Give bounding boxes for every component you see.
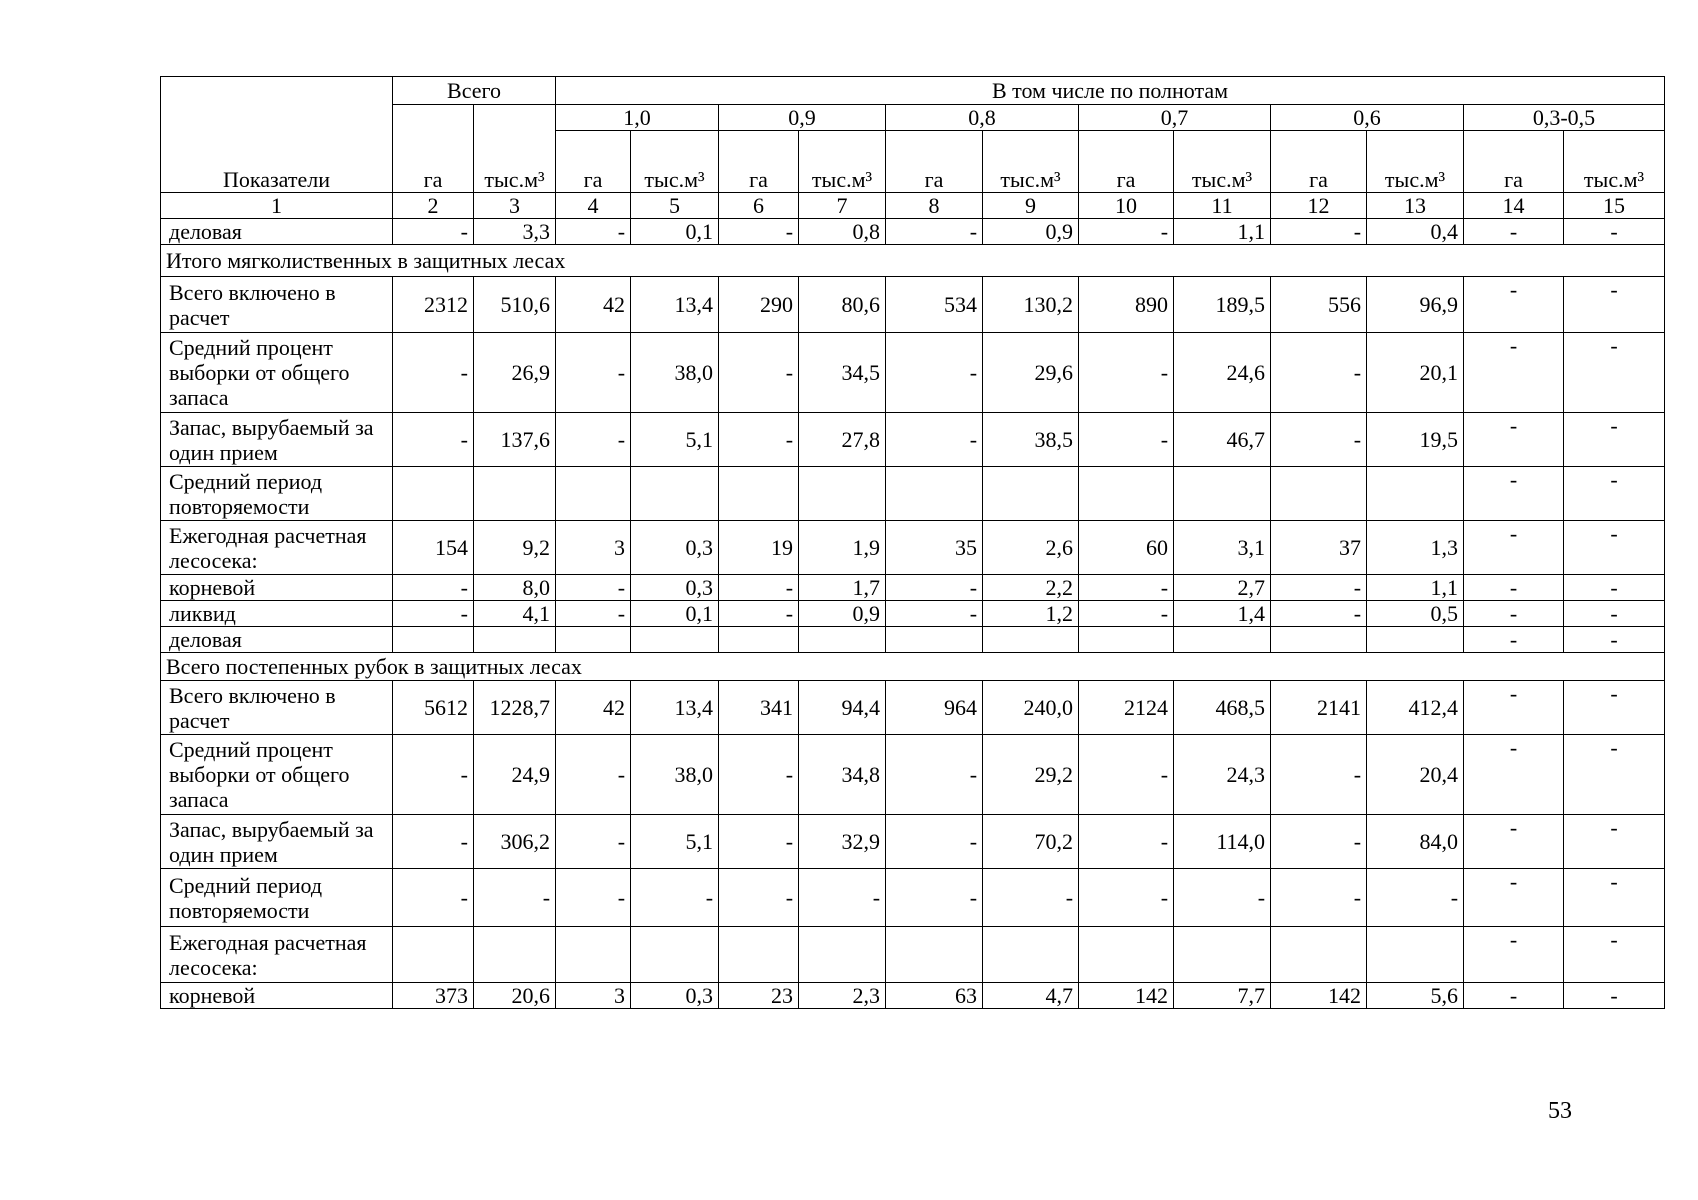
column-number: 12 (1271, 193, 1367, 219)
table-cell: 2,7 (1174, 575, 1271, 601)
table-cell: 23 (719, 983, 799, 1009)
table-cell: 1,1 (1174, 219, 1271, 245)
table-cell: 29,2 (983, 735, 1079, 815)
column-number: 14 (1464, 193, 1564, 219)
table-cell: - (556, 413, 631, 467)
table-cell: - (1079, 601, 1174, 627)
table-cell: 4,1 (474, 601, 556, 627)
header-by-density: В том числе по полнотам (556, 77, 1665, 105)
table-cell: - (719, 219, 799, 245)
table-row (161, 681, 1665, 735)
header-density: 0,7 (1079, 105, 1271, 131)
table-cell (1271, 927, 1367, 983)
table-cell: 964 (886, 681, 983, 735)
table-cell: 80,6 (799, 277, 886, 333)
table-cell: 1,7 (799, 575, 886, 601)
column-number: 6 (719, 193, 799, 219)
table-row (161, 467, 1665, 521)
table-cell: 0,4 (1367, 219, 1464, 245)
row-label: Запас, вырубаемый за один прием (161, 815, 393, 869)
header-unit-vol: тыс.м³ (631, 131, 719, 193)
header-unit-vol: тыс.м³ (1367, 131, 1464, 193)
column-number: 2 (393, 193, 474, 219)
table-cell: - (886, 601, 983, 627)
section-title: Всего постепенных рубок в защитных лесах (161, 653, 1665, 681)
table-cell (474, 927, 556, 983)
table-cell: 468,5 (1174, 681, 1271, 735)
table-cell: - (886, 219, 983, 245)
table-row (161, 869, 1665, 927)
table-cell: 34,8 (799, 735, 886, 815)
table-cell: 890 (1079, 277, 1174, 333)
column-number: 10 (1079, 193, 1174, 219)
table-cell (1079, 627, 1174, 653)
table-cell: 137,6 (474, 413, 556, 467)
table-cell: 35 (886, 521, 983, 575)
table-row (161, 983, 1665, 1009)
table-cell: 42 (556, 681, 631, 735)
table-cell: 8,0 (474, 575, 556, 601)
table-cell: - (1564, 815, 1665, 869)
table-cell: - (393, 219, 474, 245)
table-cell (556, 927, 631, 983)
table-cell: 2312 (393, 277, 474, 333)
table-cell: - (886, 869, 983, 927)
table-cell: - (474, 869, 556, 927)
table-cell: 13,4 (631, 681, 719, 735)
table-cell: - (393, 735, 474, 815)
table-cell (393, 467, 474, 521)
table-cell: - (1564, 681, 1665, 735)
table-cell: - (719, 575, 799, 601)
column-number: 3 (474, 193, 556, 219)
table-cell: 63 (886, 983, 983, 1009)
column-number: 11 (1174, 193, 1271, 219)
table-cell: 2141 (1271, 681, 1367, 735)
section-row (161, 653, 1665, 681)
table-cell: 240,0 (983, 681, 1079, 735)
table-row (161, 735, 1665, 815)
table-cell: - (1564, 521, 1665, 575)
table-cell: - (719, 815, 799, 869)
column-number: 13 (1367, 193, 1464, 219)
table-cell: 0,3 (631, 983, 719, 1009)
table-cell: - (886, 815, 983, 869)
table-cell (983, 927, 1079, 983)
header-indicators: Показатели (161, 77, 393, 193)
table-cell (631, 467, 719, 521)
table-cell (1174, 927, 1271, 983)
table-cell: 0,1 (631, 219, 719, 245)
table-cell: - (1464, 815, 1564, 869)
table-cell: - (719, 413, 799, 467)
table-cell: 306,2 (474, 815, 556, 869)
header-unit-ha: га (1079, 131, 1174, 193)
table-cell: 3,1 (1174, 521, 1271, 575)
table-cell: - (1464, 983, 1564, 1009)
table-cell: 24,9 (474, 735, 556, 815)
table-row (161, 601, 1665, 627)
column-number: 4 (556, 193, 631, 219)
table-cell (631, 927, 719, 983)
table-cell: 3 (556, 521, 631, 575)
header-density: 0,3-0,5 (1464, 105, 1665, 131)
table-cell: - (556, 815, 631, 869)
table-cell (1271, 627, 1367, 653)
table-cell: 42 (556, 277, 631, 333)
table-cell: - (1464, 467, 1564, 521)
table-cell: - (1464, 333, 1564, 413)
table-cell: - (393, 815, 474, 869)
table-cell (799, 927, 886, 983)
table-cell: 20,1 (1367, 333, 1464, 413)
table-cell: - (1271, 413, 1367, 467)
table-cell (983, 627, 1079, 653)
table-cell: 38,0 (631, 333, 719, 413)
table-cell: - (556, 869, 631, 927)
header-density: 0,8 (886, 105, 1079, 131)
table-cell (799, 467, 886, 521)
table-cell: - (1564, 467, 1665, 521)
forest-table (160, 76, 1665, 1009)
table-cell: 13,4 (631, 277, 719, 333)
table-cell: 142 (1271, 983, 1367, 1009)
table-cell: - (719, 333, 799, 413)
table-cell: 19,5 (1367, 413, 1464, 467)
table-cell: - (556, 333, 631, 413)
table-row (161, 219, 1665, 245)
header-unit-vol: тыс.м³ (983, 131, 1079, 193)
table-cell: - (393, 575, 474, 601)
table-cell: - (1367, 869, 1464, 927)
header-total: Всего (393, 77, 556, 105)
table-cell (1079, 927, 1174, 983)
table-cell: 60 (1079, 521, 1174, 575)
table-cell: 142 (1079, 983, 1174, 1009)
table-cell: 556 (1271, 277, 1367, 333)
table-cell: - (1079, 333, 1174, 413)
row-label: деловая (161, 219, 393, 245)
table-cell: - (886, 333, 983, 413)
column-number: 5 (631, 193, 719, 219)
table-cell: 24,6 (1174, 333, 1271, 413)
table-cell (474, 467, 556, 521)
table-cell: 20,4 (1367, 735, 1464, 815)
table-cell: - (886, 413, 983, 467)
table-cell: 373 (393, 983, 474, 1009)
table-cell: - (1271, 601, 1367, 627)
table-cell: - (1464, 277, 1564, 333)
table-cell: 189,5 (1174, 277, 1271, 333)
table-cell: 27,8 (799, 413, 886, 467)
table-cell: - (1079, 869, 1174, 927)
row-label: Средний период повторяемости (161, 869, 393, 927)
table-cell: 0,8 (799, 219, 886, 245)
table-cell: 5,1 (631, 413, 719, 467)
table-cell (556, 627, 631, 653)
column-number: 8 (886, 193, 983, 219)
table-cell: 19 (719, 521, 799, 575)
table-cell: 1,4 (1174, 601, 1271, 627)
table-cell: 32,9 (799, 815, 886, 869)
table-cell: - (1464, 627, 1564, 653)
row-label: Средний процент выборки от общего запаса (161, 333, 393, 413)
table-cell: - (1464, 219, 1564, 245)
table-cell (474, 627, 556, 653)
table-cell: 154 (393, 521, 474, 575)
table-cell (719, 927, 799, 983)
table-cell (799, 627, 886, 653)
table-cell: - (1174, 869, 1271, 927)
header-unit-vol: тыс.м³ (799, 131, 886, 193)
header-unit-ha: га (556, 131, 631, 193)
table-cell (1174, 467, 1271, 521)
table-cell: 130,2 (983, 277, 1079, 333)
header-unit-vol: тыс.м³ (1564, 131, 1665, 193)
table-cell: - (556, 219, 631, 245)
table-cell: - (799, 869, 886, 927)
header-unit-ha: га (1271, 131, 1367, 193)
table-cell: 9,2 (474, 521, 556, 575)
table-cell: - (1079, 575, 1174, 601)
table-cell: 3 (556, 983, 631, 1009)
row-label: Ежегодная расчетная лесосека: (161, 521, 393, 575)
row-label: ликвид (161, 601, 393, 627)
table-cell (393, 927, 474, 983)
table-cell: - (1564, 927, 1665, 983)
column-number: 9 (983, 193, 1079, 219)
table-cell: - (1564, 983, 1665, 1009)
table-cell: 510,6 (474, 277, 556, 333)
header-unit-vol: тыс.м³ (1174, 131, 1271, 193)
table-cell: 2,3 (799, 983, 886, 1009)
table-cell: - (1271, 219, 1367, 245)
table-cell (631, 627, 719, 653)
table-cell: 2124 (1079, 681, 1174, 735)
table-cell: - (1271, 735, 1367, 815)
table-cell: - (983, 869, 1079, 927)
table-cell: - (1564, 413, 1665, 467)
table-cell: 5,6 (1367, 983, 1464, 1009)
table-cell (393, 627, 474, 653)
table-cell: 38,0 (631, 735, 719, 815)
table-cell: 1228,7 (474, 681, 556, 735)
table-cell: 5612 (393, 681, 474, 735)
table-row (161, 277, 1665, 333)
table-cell: 2,6 (983, 521, 1079, 575)
table-cell: 96,9 (1367, 277, 1464, 333)
table-cell: 37 (1271, 521, 1367, 575)
table-cell: 114,0 (1174, 815, 1271, 869)
table-cell: - (1564, 735, 1665, 815)
table-cell (983, 467, 1079, 521)
table-cell (1079, 467, 1174, 521)
table-cell: 0,3 (631, 521, 719, 575)
table-cell: - (1079, 219, 1174, 245)
row-label: Средний период повторяемости (161, 467, 393, 521)
table-cell: - (1564, 333, 1665, 413)
table-cell: - (1564, 219, 1665, 245)
table-cell: - (719, 869, 799, 927)
table-row (161, 627, 1665, 653)
table-cell: 1,1 (1367, 575, 1464, 601)
table-cell: - (556, 601, 631, 627)
table-cell: - (1271, 815, 1367, 869)
table-cell: 341 (719, 681, 799, 735)
table-cell: 4,7 (983, 983, 1079, 1009)
column-number: 15 (1564, 193, 1665, 219)
row-label: Всего включено в расчет (161, 277, 393, 333)
header-unit-vol: тыс.м³ (474, 105, 556, 193)
table-cell: 84,0 (1367, 815, 1464, 869)
table-cell: - (631, 869, 719, 927)
table-cell: - (1564, 601, 1665, 627)
column-number: 1 (161, 193, 393, 219)
row-label: Запас, вырубаемый за один прием (161, 413, 393, 467)
table-row (161, 575, 1665, 601)
table-row (161, 413, 1665, 467)
table-cell: - (1079, 815, 1174, 869)
table-cell: - (1464, 869, 1564, 927)
table-cell: - (719, 735, 799, 815)
table-cell: 2,2 (983, 575, 1079, 601)
table-cell (886, 467, 983, 521)
header-unit-ha: га (719, 131, 799, 193)
table-cell: - (1464, 521, 1564, 575)
table-cell (886, 627, 983, 653)
table-cell: 94,4 (799, 681, 886, 735)
header-density: 0,9 (719, 105, 886, 131)
header-unit-ha: га (1464, 131, 1564, 193)
table-cell: - (1464, 601, 1564, 627)
table-cell: 0,3 (631, 575, 719, 601)
table-cell: 290 (719, 277, 799, 333)
table-cell: 1,3 (1367, 521, 1464, 575)
table-cell: - (1271, 575, 1367, 601)
table-cell (719, 627, 799, 653)
table-cell: - (393, 601, 474, 627)
table-cell: 0,9 (983, 219, 1079, 245)
table-cell: - (886, 575, 983, 601)
table-cell: 26,9 (474, 333, 556, 413)
table-cell: - (1464, 735, 1564, 815)
table-cell: - (1464, 413, 1564, 467)
table-cell: - (1564, 627, 1665, 653)
table-cell: - (1464, 681, 1564, 735)
column-number: 7 (799, 193, 886, 219)
row-label: Ежегодная расчетная лесосека: (161, 927, 393, 983)
table-cell: 46,7 (1174, 413, 1271, 467)
table-row (161, 815, 1665, 869)
header-density: 1,0 (556, 105, 719, 131)
table-cell: 534 (886, 277, 983, 333)
row-label: корневой (161, 983, 393, 1009)
table-cell: 24,3 (1174, 735, 1271, 815)
table-cell: - (886, 735, 983, 815)
table-cell: - (556, 735, 631, 815)
row-label: Всего включено в расчет (161, 681, 393, 735)
table-cell: - (393, 333, 474, 413)
table-row (161, 927, 1665, 983)
table-row (161, 521, 1665, 575)
table-cell: 5,1 (631, 815, 719, 869)
table-cell: - (556, 575, 631, 601)
table-cell: - (393, 413, 474, 467)
row-label: деловая (161, 627, 393, 653)
section-row (161, 245, 1665, 277)
header-unit-ha: га (393, 105, 474, 193)
table-cell: - (1271, 333, 1367, 413)
table-cell: - (1464, 927, 1564, 983)
table-cell (1271, 467, 1367, 521)
table-row (161, 333, 1665, 413)
table-cell (1174, 627, 1271, 653)
table-cell: 34,5 (799, 333, 886, 413)
header-density: 0,6 (1271, 105, 1464, 131)
table-cell: 0,1 (631, 601, 719, 627)
table-cell: 0,9 (799, 601, 886, 627)
table-cell: - (1079, 735, 1174, 815)
table-cell (1367, 467, 1464, 521)
table-cell (1367, 927, 1464, 983)
section-title: Итого мягколиственных в защитных лесах (161, 245, 1665, 277)
header-unit-ha: га (886, 131, 983, 193)
page-number: 53 (1548, 1098, 1572, 1124)
table-cell: - (1079, 413, 1174, 467)
table-cell: 29,6 (983, 333, 1079, 413)
table-cell (719, 467, 799, 521)
table-cell: - (1564, 277, 1665, 333)
table-cell: 412,4 (1367, 681, 1464, 735)
table-cell: 70,2 (983, 815, 1079, 869)
table-cell (556, 467, 631, 521)
table-cell: 1,9 (799, 521, 886, 575)
table-cell: 3,3 (474, 219, 556, 245)
row-label: корневой (161, 575, 393, 601)
table-cell: - (1271, 869, 1367, 927)
table-cell: - (1564, 575, 1665, 601)
table-cell: 7,7 (1174, 983, 1271, 1009)
table-cell (886, 927, 983, 983)
table-cell: - (1564, 869, 1665, 927)
table-cell: 0,5 (1367, 601, 1464, 627)
table-cell: - (1464, 575, 1564, 601)
table-cell: 1,2 (983, 601, 1079, 627)
table-cell: - (393, 869, 474, 927)
row-label: Средний процент выборки от общего запаса (161, 735, 393, 815)
table-cell (1367, 627, 1464, 653)
table-cell: 38,5 (983, 413, 1079, 467)
table-cell: - (719, 601, 799, 627)
table-cell: 20,6 (474, 983, 556, 1009)
